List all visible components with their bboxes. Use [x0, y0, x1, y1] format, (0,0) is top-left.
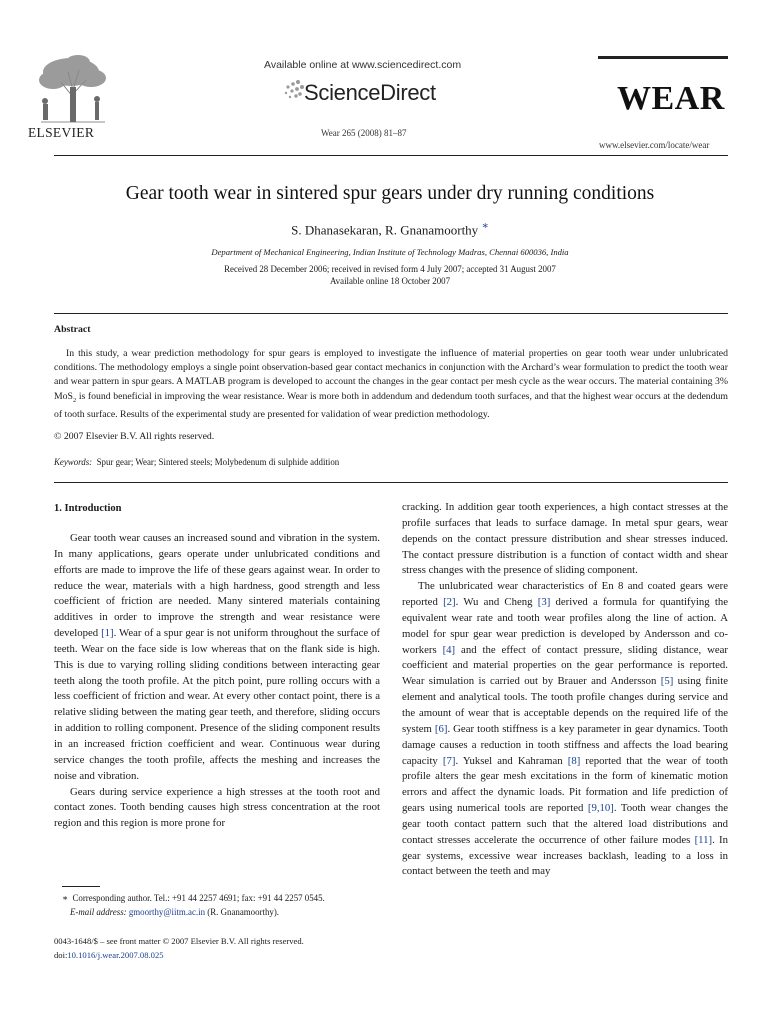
text-run: . In gear systems, excessive wear increases backlash, leading to a loss in contact between the teeth and may	[402, 833, 728, 878]
publisher-name: ELSEVIER	[28, 125, 95, 140]
left-paragraph-2: Gears during service experience a high stresses at the tooth root and contact zones. Tooth bending causes high stress concentration at the root region and this region is more prone for	[54, 785, 380, 830]
text-run: . Wu and Cheng	[455, 596, 538, 609]
header-divider	[54, 155, 728, 156]
keywords-label: Keywords:	[54, 457, 93, 467]
email-suffix: (R. Gnanamoorthy).	[205, 907, 280, 917]
text-run: Gear tooth wear causes an increased sound and vibration in the system. In many applications, gears operate under unlubricated conditions and efforts are made to improve the life of these gears against wear. In order to reduce the wear, materials with a high hardness, good strength and less coefficient of friction are needed. Many sintered materials containing additives in order to improve the strength and wear resistance were developed	[54, 532, 380, 640]
reference-link[interactable]: [9,10]	[587, 802, 614, 815]
abstract-subscript: 2	[72, 396, 77, 404]
doi-link[interactable]: 10.1016/j.wear.2007.08.025	[67, 950, 164, 960]
author-affiliation: Department of Mechanical Engineering, Indian Institute of Technology Madras, Chennai 600036, India	[211, 247, 569, 257]
article-authors	[0, 219, 768, 238]
reference-link[interactable]: [7]	[442, 754, 456, 767]
reference-link[interactable]: [6]	[434, 722, 448, 735]
footnote-email	[70, 907, 279, 917]
email-label: E-mail address:	[70, 907, 127, 917]
reference-link[interactable]: [11]	[694, 833, 713, 846]
left-paragraph-1	[54, 531, 380, 785]
abstract-copyright: © 2007 Elsevier B.V. All rights reserved.	[54, 431, 215, 442]
text-run: . Tooth wear changes the gear tooth contact pattern such that the altered load distributions and contact stresses accelerate the occurrence of other failure modes	[402, 802, 728, 846]
abstract-text-part1: In this study, a wear prediction methodology for spur gears is employed to investigate the influence of material properties on gear tooth wear under unlubricated conditions. The methodology employs a single point observation-based gear contact mechanics in conjunction with the Archard’s wear formulation to predict the tooth wear and wear pattern in spur gears. A MATLAB program is developed to account the changes in the gear contact per mesh cycle as the wear occurs. The material containing 3% MoS	[54, 348, 728, 402]
footnote-corresponding	[62, 893, 325, 904]
article-dates	[0, 263, 768, 287]
author-names: S. Dhanasekaran, R. Gnanamoorthy	[291, 222, 479, 238]
reference-link[interactable]: [2]	[443, 596, 456, 609]
left-column	[54, 531, 380, 832]
elsevier-tree-logo-icon	[23, 52, 123, 124]
doi-line	[54, 950, 164, 960]
abstract-top-divider	[54, 313, 728, 314]
text-run: . Yuksel and Kahraman	[455, 754, 568, 767]
text-run: derived a formula for quantifying the equivalent wear rate and tooth wear profiles along the line of action. A model for spur gear wear prediction is developed by Andersson and co-workers	[402, 596, 728, 656]
text-run: The unlubricated wear characteristics of En 8 and coated gears were reported	[402, 580, 728, 609]
right-paragraph-1: cracking. In addition gear tooth experiences, a high contact stresses at the profile surfaces that leads to surface damage. In metal spur gears, wear depends on the contact pressure distribution and shear stresses induced. The contact pressure distribution is a function of contact width and shear stress changes with the presence of sliding component.	[402, 501, 728, 577]
doi-label: doi:	[54, 950, 68, 960]
reference-link[interactable]: [4]	[442, 643, 456, 656]
footnote-contact: Corresponding author. Tel.: +91 44 2257 4691; fax: +91 44 2257 0545.	[72, 893, 325, 903]
abstract-heading: Abstract	[54, 324, 91, 335]
article-title: Gear tooth wear in sintered spur gears under dry running conditions	[125, 183, 655, 204]
right-column	[402, 500, 728, 880]
text-run: using finite element and analytical tools. The tooth profile changes during service and the amount of wear that is acceptable depends on the required life of the system	[402, 675, 728, 735]
text-run: reported that the wear of tooth profile alters the gear mesh excitations in the form of kinematic motion errors and affect the dynamic loads. Pit formation and life prediction of gears using numerical tools are reported	[402, 754, 728, 815]
right-paragraph-2	[402, 579, 728, 880]
text-run: and the effect of contact pressure, sliding distance, wear coefficient and material properties on the gear performance is reported. Wear simulation is carried out by Brauer and Andersson	[402, 643, 728, 688]
reference-link[interactable]: [1]	[101, 627, 114, 640]
journal-url[interactable]: www.elsevier.com/locate/wear	[599, 140, 710, 150]
text-run: . Wear of a spur gear is not uniform throughout the surface of teeth. Wear on the face side is low whereas that on the flank side is high. This is due to varying rolling sliding conditions between interacting gear teeth along the tooth profile. At the pitch point, pure rolling occurs with a less coefficient of friction and wear. At every other contact point, there is a relative sliding between the mating gear teeth, and therefore, sliding occurs in addition to rolling component. Presence of the sliding component results in an increased friction coefficient and wear. Continuous wear during service changes the tooth profile, affects the meshing and increases the noise and vibration.	[54, 627, 380, 782]
footnote-divider	[62, 886, 100, 887]
issn-line: 0043-1648/$ – see front matter © 2007 Elsevier B.V. All rights reserved.	[54, 936, 304, 946]
online-date: Available online 18 October 2007	[329, 276, 451, 286]
section-heading-introduction: 1. Introduction	[54, 503, 122, 514]
corresponding-author-mark[interactable]: ∗	[481, 220, 489, 232]
email-link[interactable]: gmoorthy@iitm.ac.in	[128, 907, 206, 917]
reference-link[interactable]: [5]	[660, 675, 674, 688]
reference-link[interactable]: [3]	[537, 596, 551, 609]
text-run: . Gear tooth stiffness is a key parameter in gear dynamics. Tooth damage causes a reduction in tooth stiffness and affects the load bearing capacity	[402, 722, 729, 767]
received-dates: Received 28 December 2006; received in revised form 4 July 2007; accepted 31 August 2007	[224, 264, 556, 274]
sciencedirect-wordmark[interactable]: ScienceDirect	[304, 80, 436, 105]
journal-name: WEAR	[617, 80, 725, 117]
keywords-line	[54, 457, 339, 467]
abstract-body	[54, 347, 728, 422]
abstract-text-part2: is found beneficial in improving the wear resistance. Wear is more both in addendum and dedendum tooth surfaces, and that the highest wear occurs at the dedendum of tooth surface. Results of the experimental study are presented for validation of wear prediction methodology.	[54, 390, 728, 420]
abstract-bottom-divider	[54, 482, 728, 483]
available-online-text: Available online at www.sciencedirect.com	[264, 59, 462, 71]
footnote-mark: ∗	[62, 893, 69, 903]
keywords-values: Spur gear; Wear; Sintered steels; Molybedenum di sulphide addition	[96, 457, 340, 467]
journal-citation: Wear 265 (2008) 81–87	[321, 128, 407, 138]
reference-link[interactable]: [8]	[567, 754, 581, 767]
